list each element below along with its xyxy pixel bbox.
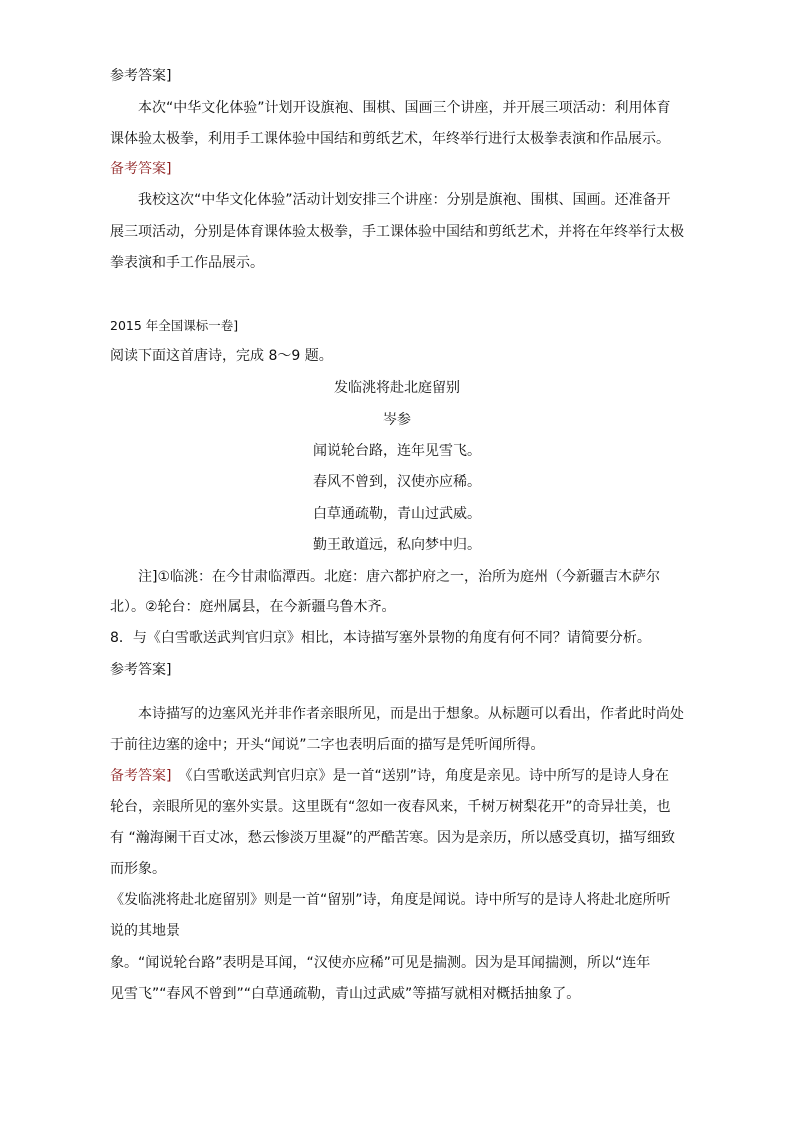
poem-line: 白草通疏勒，青山过武威。 [313,506,481,522]
answer-text-line: 本诗描写的边塞风光并非作者亲眼所见，而是出于想象。从标题可以看出，作者此时尚处 [138,706,684,722]
answer-text-line: 于前往边塞的途中；开头“闻说”二字也表明后面的描写是凭听闻所得。 [110,737,545,753]
notes-line: 注]①临洮：在今甘肃临潭西。北庭：唐六都护府之一，治所为庭州（今新疆吉木萨尔 [138,569,661,585]
alt-answer-text-line: 拳表演和手工作品展示。 [110,255,264,271]
alt-answer-text-line: 见雪飞”“春风不曾到”“白草通疏勒，青山过武威”等描写就相对概括抽象了。 [110,986,581,1002]
poem-title: 发临洮将赴北庭留别 [334,380,460,396]
question: 8．与《白雪歌送武判官归京》相比，本诗描写塞外景物的角度有何不同？请简要分析。 [110,630,651,646]
answer-text-line: 课体验太极拳，利用手工课体验中国结和剪纸艺术，年终举行进行太极拳表演和作品展示。 [110,131,670,147]
answer-label: 参考答案] [110,662,172,678]
alt-answer-label: 备考答案] [110,768,172,784]
alt-answer-text-line: 说的其地景 [110,923,180,939]
alt-answer-text-line: 而形象。 [110,861,166,877]
instruction: 阅读下面这首唐诗，完成 8～9 题。 [110,348,333,364]
alt-answer-text: 《白雪歌送武判官归京》是一首“送别”诗，角度是亲见。诗中所写的是诗人身在 [185,768,669,784]
alt-answer-text-line: 《发临洮将赴北庭留别》则是一首“留别”诗，角度是闻说。诗中所写的是诗人将赴北庭所听 [110,892,671,908]
poem-author: 岑参 [383,412,411,428]
answer-text-line: 本次“中华文化体验”计划开设旗袍、围棋、国画三个讲座，并开展三项活动：利用体育 [138,100,671,116]
alt-answer-text-line: 我校这次“中华文化体验”活动计划安排三个讲座：分别是旗袍、围棋、国画。还准备开 [138,192,671,208]
poem-line: 勤王敢道远，私向梦中归。 [313,537,481,553]
alt-answer-first-line [110,766,669,786]
answer-label: 参考答案] [110,68,172,84]
alt-answer-text-line: 展三项活动，分别是体育课体验太极拳，手工课体验中国结和剪纸艺术，并将在年终举行太极 [110,224,684,240]
alt-answer-text-line: 轮台，亲眼所见的塞外实景。这里既有“忽如一夜春风来，千树万树梨花开”的奇异壮美，也 [110,799,671,815]
poem-line: 春风不曾到，汉使亦应稀。 [313,474,481,490]
alt-answer-text-line: 象。“闻说轮台路”表明是耳闻，“汉使亦应稀”可见是揣测。因为是耳闻揣测，所以“连年 [110,955,651,971]
poem-line: 闻说轮台路，连年见雪飞。 [313,443,481,459]
source-label: 2015 年全国课标一卷] [110,318,239,333]
alt-answer-label: 备考答案] [110,161,172,177]
alt-answer-text-line: 有 “瀚海阑干百丈冰，愁云惨淡万里凝”的严酷苦寒。因为是亲历，所以感受真切，描写细致 [110,830,675,846]
notes-line: 北）。②轮台：庭州属县，在今新疆乌鲁木齐。 [110,599,396,615]
